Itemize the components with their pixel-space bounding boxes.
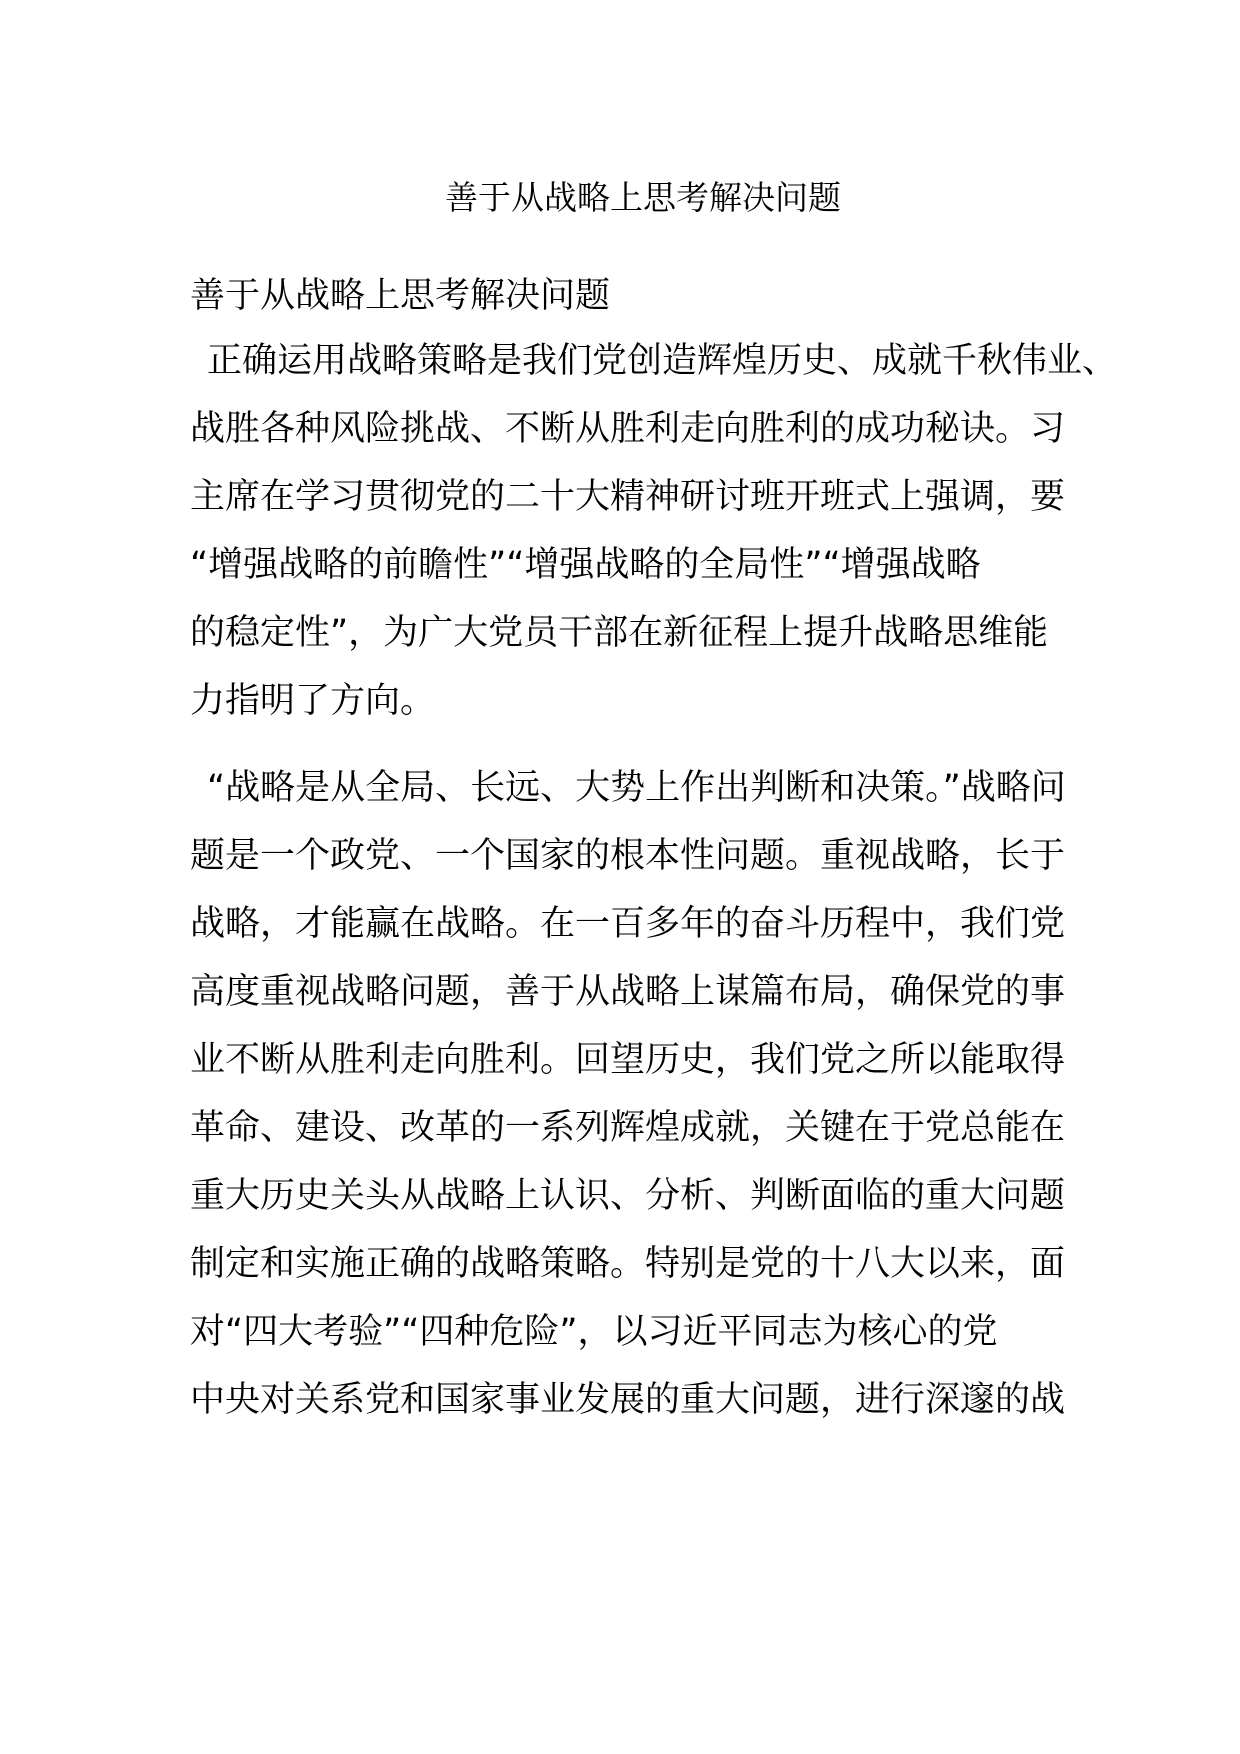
paragraph-2-line-8: 制定和实施正确的战略策略。特别是党的十八大以来，面 — [190, 1244, 1066, 1284]
paragraph-2-line-4: 高度重视战略问题，善于从战略上谋篇布局，确保党的事 — [190, 972, 1066, 1012]
paragraph-2-line-1: “战略是从全局、长远、大势上作出判断和决策。”战略问 — [207, 768, 1066, 808]
paragraph-1-line-4: “增强战略的前瞻性”“增强战略的全局性”“增强战略 — [190, 545, 981, 585]
paragraph-2-line-2: 题是一个政党、一个国家的根本性问题。重视战略，长于 — [190, 836, 1066, 876]
paragraph-2-line-5: 业不断从胜利走向胜利。回望历史，我们党之所以能取得 — [190, 1040, 1066, 1080]
document-title: 善于从战略上思考解决问题 — [445, 178, 841, 217]
document-subtitle: 善于从战略上思考解决问题 — [190, 276, 611, 316]
paragraph-2-line-9: 对“四大考验”“四种危险”，以习近平同志为核心的党 — [190, 1312, 998, 1352]
paragraph-2-line-10: 中央对关系党和国家事业发展的重大问题，进行深邃的战 — [190, 1380, 1066, 1420]
paragraph-2-line-6: 革命、建设、改革的一系列辉煌成就，关键在于党总能在 — [190, 1108, 1066, 1148]
paragraph-1-line-1: 正确运用战略策略是我们党创造辉煌历史、成就千秋伟业、 — [207, 341, 1118, 381]
paragraph-2-line-7: 重大历史关头从战略上认识、分析、判断面临的重大问题 — [190, 1176, 1066, 1216]
paragraph-1-line-5: 的稳定性”，为广大党员干部在新征程上提升战略思维能 — [190, 613, 1049, 653]
paragraph-2-line-3: 战略，才能赢在战略。在一百多年的奋斗历程中，我们党 — [190, 904, 1066, 944]
paragraph-1-line-2: 战胜各种风险挑战、不断从胜利走向胜利的成功秘诀。习 — [190, 409, 1066, 449]
paragraph-1-line-6: 力指明了方向。 — [190, 681, 436, 721]
paragraph-1-line-3: 主席在学习贯彻党的二十大精神研讨班开班式上强调，要 — [190, 477, 1066, 517]
